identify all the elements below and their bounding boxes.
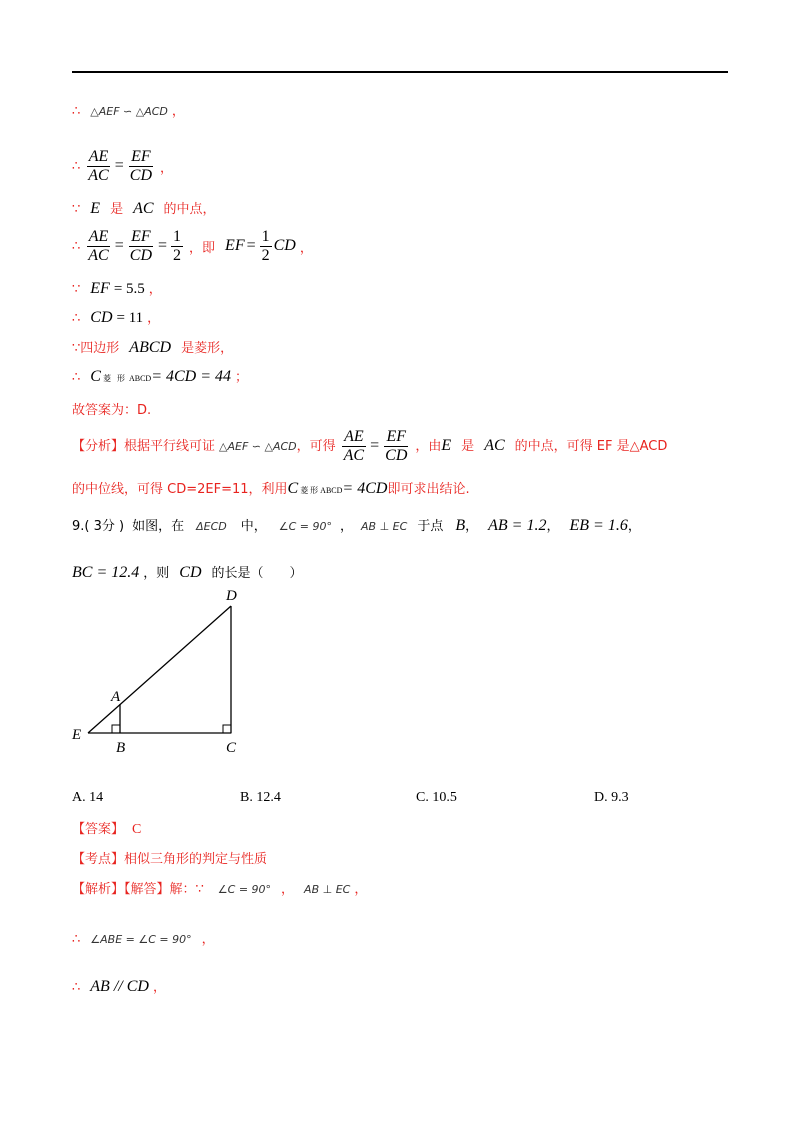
subscript: ABCD [128,374,152,383]
solution-line-rhombus [72,337,233,357]
equals-sign: = [114,237,124,255]
punct: ， [147,311,161,326]
triangle-ecd: ΔECD [196,520,227,533]
fraction-denominator: CD [129,167,152,184]
text: 是菱形， [181,341,234,356]
right-angle-mark-b [112,725,120,733]
angle-c: ∠C = 90° [217,883,272,896]
punct: ， [201,932,215,947]
subscript: 菱 [102,374,111,383]
question-score: ( 3分 ) [84,519,125,534]
therefore-symbol: ∴ [72,370,81,385]
topic-line [72,848,267,868]
therefore-symbol: ∴ [72,159,81,174]
fraction-numerator: EF [386,428,407,445]
analysis-tag: 【分析】 [72,439,125,455]
length-ab: AB = 1.2 [488,517,547,534]
fraction-numerator: AE [88,228,109,245]
equals-sign: = [370,437,380,455]
fraction-denominator: 2 [173,247,182,264]
solution-line-2 [72,928,215,948]
length-eb: EB = 1.6 [569,517,628,534]
triangle-figure [60,582,280,757]
value: = 4CD = 44 [151,368,232,385]
text: 如图，在 [132,519,185,534]
segment-ac: AC [484,437,505,455]
punct: ， [546,519,560,534]
fraction-numerator: AE [344,428,364,445]
solution-tag: 【解析】【解答】解：∵ [72,882,204,897]
label-c: C [226,740,237,756]
angle-equality: ∠ABE = ∠C = 90° [90,933,192,946]
therefore-symbol: ∴ [72,239,81,254]
punct: ， [627,519,641,534]
text: 的中点，可得 EF 是△ACD [514,439,668,455]
text: 即可求出结论. [387,482,470,497]
punct: ， [160,161,174,176]
value: = 11 [116,310,144,326]
parallel-statement: AB // CD [90,978,149,995]
text: ，由 [415,439,442,455]
point-e: E [441,437,452,455]
punct: ， [148,282,162,297]
text: ，即 [189,241,216,256]
text: ，可得 [296,439,336,455]
question-line-1 [72,515,641,535]
label-b: B [116,740,126,756]
fraction-denominator: AC [343,447,365,464]
point-e: E [90,200,101,217]
segment-cd: CD [273,237,296,255]
perimeter-symbol: C [90,368,101,385]
punct: ， [171,104,185,119]
option-b[interactable]: B. 12.4 [240,790,281,805]
because-symbol: ∵ [72,341,81,356]
segment-cd: CD [90,309,113,326]
punct: ， [354,882,368,897]
fraction-numerator: EF [131,148,151,165]
text: 的中点， [163,202,216,217]
topic-value: 相似三角形的判定与性质 [124,852,268,867]
punct: ， [340,519,354,534]
perpendicular-condition: AB ⊥ EC [304,883,351,896]
punct: ， [465,519,479,534]
text: 中， [240,519,267,534]
text: 于点 [417,519,444,534]
equals-sign: = [246,237,256,255]
answer-statement: 故答案为：D. [72,403,152,418]
fraction-numerator: EF [131,228,151,245]
solution-line-3 [72,976,166,996]
angle-c: ∠C = 90° [278,520,333,533]
value: = 4CD [342,480,388,497]
punct: ， [152,980,166,995]
similar-expression: △AEF ∽ △ACD [90,105,168,118]
analysis-line-1 [72,428,667,465]
solution-line-ratio [72,148,173,185]
fraction-denominator: CD [129,247,152,264]
fraction-numerator: AE [88,148,109,165]
label-e: E [72,727,82,743]
equals-sign: = [114,157,124,175]
option-d[interactable]: D. 9.3 [594,790,629,805]
quadrilateral-abcd: ABCD [129,339,172,356]
therefore-symbol: ∴ [72,311,81,326]
punct: ， [299,241,313,256]
segment-ef: EF [90,280,110,297]
answer-line [72,818,141,838]
subscript: 菱 形 ABCD [300,486,343,495]
solution-line-similar [72,100,185,120]
text: 根据平行线可证 [124,439,216,455]
point-b: B [455,517,466,534]
therefore-symbol: ∴ [72,980,81,995]
solution-line-midpoint [72,198,216,218]
answer-value: C [132,822,142,837]
topic-tag: 【考点】 [72,852,125,867]
option-a[interactable]: A. 14 [72,790,104,805]
fraction-numerator: 1 [261,228,270,245]
question-line-2 [72,562,303,582]
question-number: 9. [72,519,85,534]
solution-line-cd [72,307,160,327]
text: 的中位线，可得 CD=2EF=11，利用 [72,482,288,497]
fraction-numerator: 1 [173,228,182,245]
solution-line-perimeter [72,366,248,386]
because-symbol: ∵ [72,202,81,217]
perimeter-symbol: C [287,480,299,497]
label-a: A [111,689,121,705]
punct: ， [281,882,295,897]
text: 是 [461,439,475,455]
fraction-denominator: AC [88,247,109,264]
hypotenuse-ed [88,606,231,733]
length-bc: BC = 12.4 [72,564,140,581]
right-angle-mark-c [223,725,231,733]
fraction-denominator: AC [88,167,109,184]
header-rule [72,71,728,73]
perpendicular-condition: AB ⊥ EC [361,520,408,533]
analysis-line-2 [72,478,470,498]
because-symbol: ∵ [72,282,81,297]
text: 是 [110,202,124,217]
option-c[interactable]: C. 10.5 [416,790,457,805]
segment-ac: AC [133,200,154,217]
text: 四边形 [80,341,120,356]
answer-tag: 【答案】 [72,822,125,837]
subscript: 形 [116,374,125,383]
solution-line-1 [72,878,367,898]
text: 的长是（ ） [211,566,303,581]
segment-ef: EF [225,237,245,255]
solution-line-half [72,228,313,265]
segment-cd: CD [179,564,202,581]
fraction-denominator: CD [385,447,408,464]
equals-sign: = [158,237,168,255]
value: = 5.5 [113,281,145,297]
solution-line-ef [72,278,162,298]
punct: ； [235,370,249,385]
text: ，则 [143,566,170,581]
label-d: D [226,588,237,604]
fraction-denominator: 2 [261,247,270,264]
similar-expression: △AEF ∽ △ACD [219,440,297,454]
therefore-symbol: ∴ [72,104,81,119]
therefore-symbol: ∴ [72,932,81,947]
